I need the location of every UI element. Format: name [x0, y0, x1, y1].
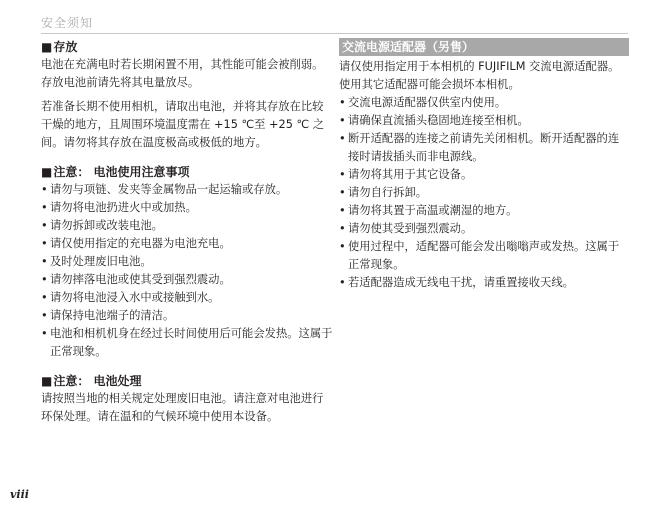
storage-heading-text: 存放	[53, 40, 78, 54]
storage-paragraph-2: 若准备长期不使用相机，请取出电池，并将其存放在比较干燥的地方，且周围环境温度需在 +15 ℃至 +25 ℃ 之间。请勿将其存放在温度极高或极低的地方。	[41, 100, 325, 149]
battery-disposal-heading	[41, 372, 333, 390]
square-bullet-icon: ■	[41, 165, 53, 179]
left-column	[41, 38, 333, 426]
battery-caution-heading	[41, 163, 333, 181]
list-item: • 请勿使其受到强烈震动。	[339, 220, 629, 238]
battery-disposal-heading-text: 注意： 电池处理	[53, 374, 142, 388]
list-item: • 请勿将其置于高温或潮湿的地方。	[339, 202, 629, 220]
square-bullet-icon: ■	[41, 40, 53, 54]
list-item: • 请勿自行拆卸。	[339, 184, 629, 202]
square-bullet-icon: ■	[41, 374, 53, 388]
header-divider	[41, 33, 628, 34]
list-item: • 电池和相机机身在经过长时间使用后可能会发热。这属于正常现象。	[41, 325, 333, 361]
storage-heading	[41, 38, 333, 56]
list-item: • 请勿摔落电池或使其受到强烈震动。	[41, 271, 333, 289]
storage-paragraph-1: 电池在充满电时若长期闲置不用，其性能可能会被削弱。存放电池前请先将其电量放尽。	[41, 58, 324, 89]
right-column	[339, 38, 629, 292]
list-item: • 请勿拆卸或改装电池。	[41, 217, 333, 235]
battery-caution-heading-text: 注意： 电池使用注意事项	[53, 165, 190, 179]
list-item: • 请勿将其用于其它设备。	[339, 166, 629, 184]
battery-caution-list	[41, 181, 333, 361]
ac-adapter-list	[339, 94, 629, 292]
list-item: • 使用过程中，适配器可能会发出嗡嗡声或发热。这属于正常现象。	[339, 238, 629, 274]
list-item: • 及时处理废旧电池。	[41, 253, 333, 271]
list-item: • 请勿将电池扔进火中或加热。	[41, 199, 333, 217]
list-item: • 断开适配器的连接之前请先关闭相机。断开适配器的连接时请拔插头而非电源线。	[339, 130, 629, 166]
ac-adapter-heading: 交流电源适配器（另售）	[339, 38, 629, 56]
page-number: viii	[10, 488, 29, 501]
list-item: • 请保持电池端子的清洁。	[41, 307, 333, 325]
ac-adapter-intro: 请仅使用指定用于本相机的 FUJIFILM 交流电源适配器。使用其它适配器可能会损坏本相机。	[339, 60, 620, 91]
list-item: • 交流电源适配器仅供室内使用。	[339, 94, 629, 112]
list-item: • 请勿将电池浸入水中或接触到水。	[41, 289, 333, 307]
list-item: • 若适配器造成无线电干扰，请重置接收天线。	[339, 274, 629, 292]
page-header-title: 安全须知	[41, 16, 94, 30]
list-item: • 请确保直流插头稳固地连接至相机。	[339, 112, 629, 130]
list-item: • 请仅使用指定的充电器为电池充电。	[41, 235, 333, 253]
battery-disposal-text: 请按照当地的相关规定处理废旧电池。请注意对电池进行环保处理。请在温和的气候环境中使用本设备。	[41, 392, 324, 423]
list-item: • 请勿与项链、发夹等金属物品一起运输或存放。	[41, 181, 333, 199]
